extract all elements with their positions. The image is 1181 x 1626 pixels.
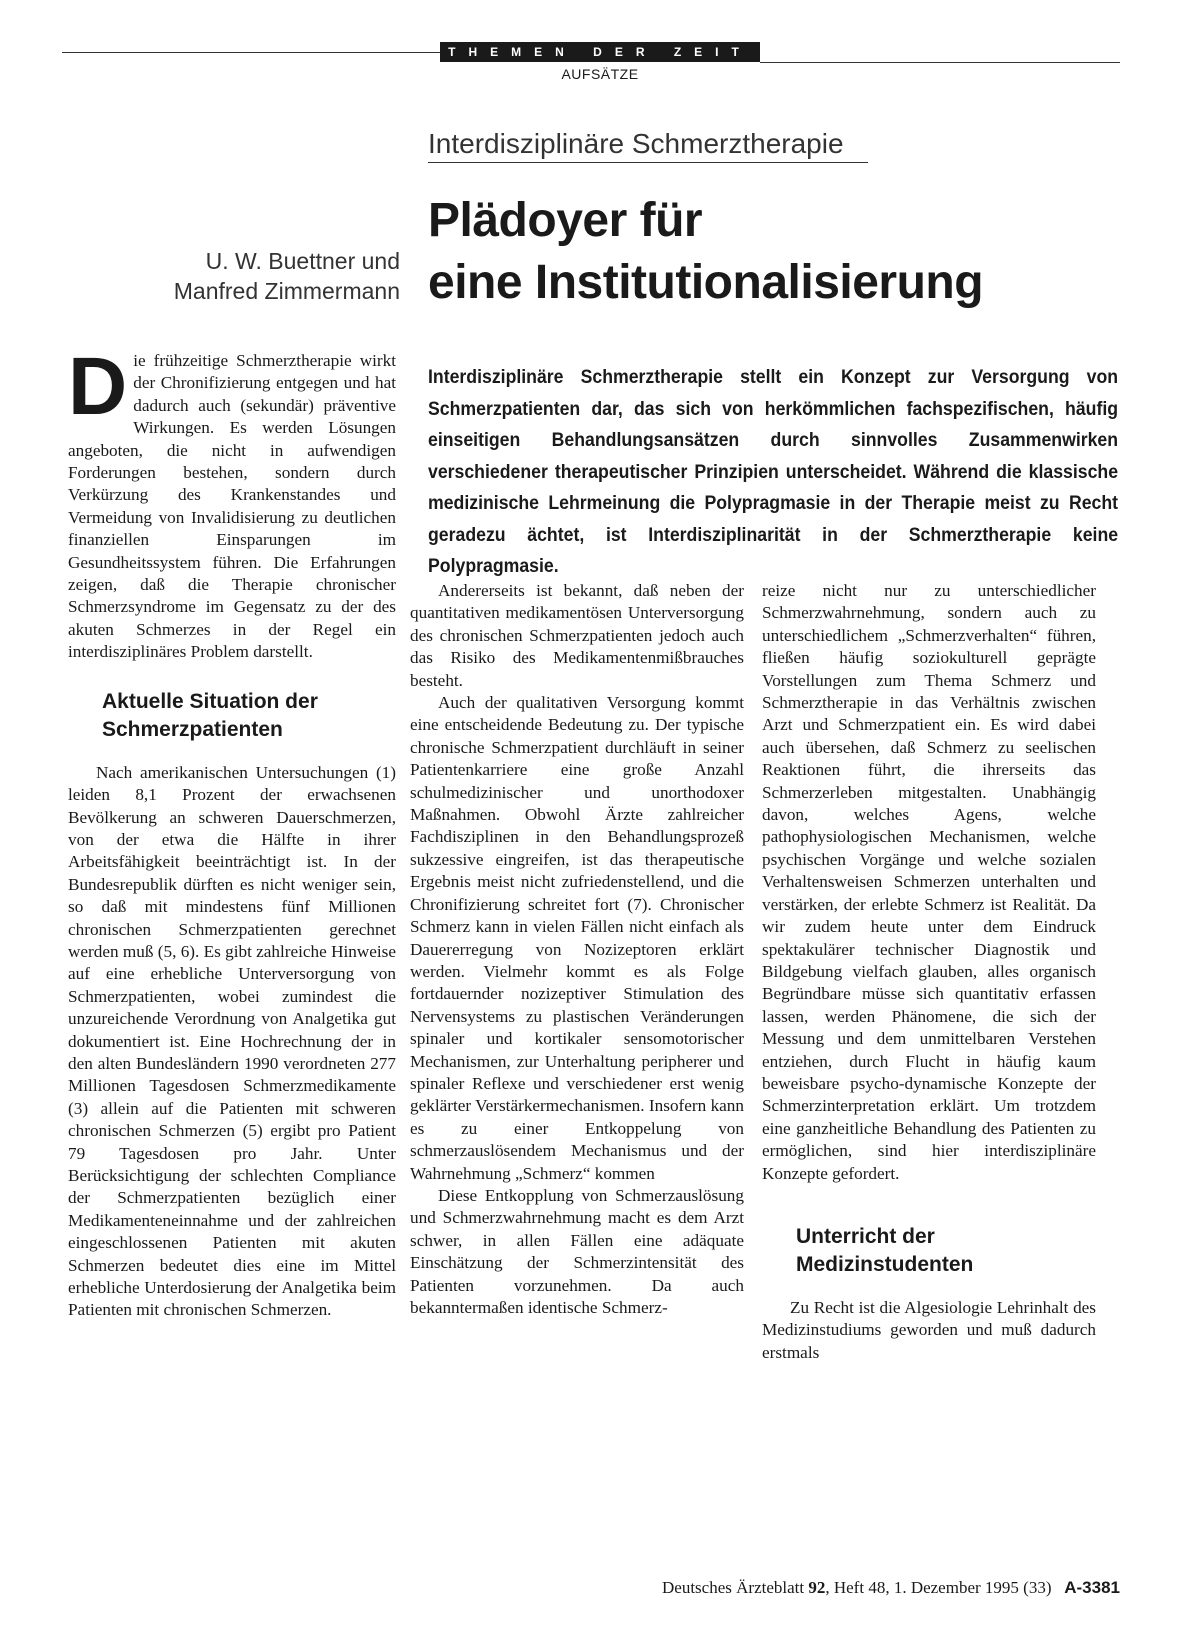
volume-number: 92 xyxy=(808,1578,826,1597)
page-footer xyxy=(540,1578,1120,1598)
article-lead: Interdisziplinäre Schmerztherapie stellt ein Konzept zur Versorgung von Schmerzpatienten dar, das sich von herkömmlichen fachspezifischen, häufig einseitigen Behandlungsansätzen durch sinnvolles Zusammenwirken verschiedener therapeutischer Prinzipien unterscheidet. Während die klassische medizinische Lehrmeinung die Polypragmasie in der Therapie meist zu Recht geradezu ächtet, ist Interdisziplinarität in der Schmerztherapie keine Polypragmasie. xyxy=(428,367,1119,577)
intro-paragraph xyxy=(68,341,396,664)
section-band: THEMEN DER ZEIT xyxy=(440,42,760,62)
subheading-medical-students: Unterricht der Medizinstudenten xyxy=(796,1224,974,1276)
dropcap: D xyxy=(68,341,128,432)
header-rule-right xyxy=(760,62,1120,63)
body-paragraph: Zu Recht ist die Algesiologie Lehrinhalt des Medizinstudiums geworden und muß dadurch erstmals xyxy=(762,1297,1096,1362)
header-rule-left xyxy=(62,52,442,53)
article-kicker: Interdisziplinäre Schmerztherapie xyxy=(428,128,868,163)
journal-name: Deutsches Ärzteblatt xyxy=(662,1578,805,1597)
body-paragraph: Nach amerikanischen Untersuchungen (1) leiden 8,1 Prozent der erwachsenen Bevölkerung an schweren Dauerschmerzen, von der etwa die Hälfte in ihrer Arbeitsfähigkeit beeinträchtigt ist. In der Bundesrepublik dürften es nicht weniger sein, so daß mit mindestens fünf Millionen chronischen Schmerzpatienten gerechnet werden muß (5, 6). Es gibt zahlreiche Hinweise auf eine erhebliche Unterversorgung von Schmerzpatienten, wobei zumindest die unzureichende Verordnung von Analgetika gut dokumentiert ist. Eine Hochrechnung der in den alten Bundesländern 1990 verordneten 277 Millionen Tagesdosen Schmerzmedikamente (3) allein auf die Patienten mit schweren chronischen Schmerzen (5) ergibt pro Patient 79 Tagesdosen pro Jahr. Unter Berücksichtigung der schlechten Compliance der Schmerzpatienten bezüglich einer Medikamenteneinnahme und der zahlreichen eingeschlossenen Patienten mit akuten Schmerzen bedeutet dies eine im Mittel erhebliche Unterdosierung der Analgetika beim Patienten mit chronischen Schmerzen. xyxy=(68,762,396,1320)
title-line-2: eine Institutionalisierung xyxy=(428,256,984,309)
issue-info: , Heft 48, 1. Dezember 1995 (33) xyxy=(825,1578,1052,1597)
body-paragraph: Andererseits ist bekannt, daß neben der quantitativen medikamentösen Unterversorgung des chronischen Schmerzpatienten jedoch auch das Risiko des Medikamentenmißbrauches besteht. xyxy=(410,581,744,690)
author-line-2: Manfred Zimmermann xyxy=(173,278,400,304)
title-line-1: Plädoyer für xyxy=(428,194,703,247)
column-2 xyxy=(410,580,744,1319)
article-title xyxy=(428,190,1088,314)
author-line-1: U. W. Buettner und xyxy=(205,248,400,274)
body-paragraph: Diese Entkopplung von Schmerzauslösung und Schmerzwahrnehmung macht es dem Arzt schwer, in allen Fällen eine adäquate Einschätzung der Schmerzintensität des Patienten vorzunehmen. Da auch bekanntermaßen identische Schmerz- xyxy=(410,1185,744,1317)
intro-text: ie frühzeitige Schmerztherapie wirkt der Chronifizierung entgegen und hat dadurch auch (sekundär) präventive Wirkungen. Es werden Lösungen angeboten, die nicht in aufwendigen Forderungen bestehen, sondern durch Verkürzung des Krankenstandes und Vermeidung von Invalidisierung zu deutlichen finanziellen Einsparungen im Gesundheitssystem führen. Die Erfahrungen zeigen, daß die Therapie chronischer Schmerzsyndrome im Gegensatz zu der des akuten Schmerzes in der Regel ein interdisziplinäres Problem darstellt. xyxy=(68,351,396,662)
section-label: AUFSÄTZE xyxy=(561,66,639,82)
page-number: A-3381 xyxy=(1064,1578,1120,1597)
column-1 xyxy=(68,341,396,1322)
column-3 xyxy=(762,580,1096,1364)
body-paragraph: Auch der qualitativen Versorgung kommt eine entscheidende Bedeutung zu. Der typische chronische Schmerzpatient durchläuft in seiner Patientenkarriere eine große Anzahl schulmedizinischer und unorthodoxer Maßnahmen. Obwohl Ärzte zahlreicher Fachdisziplinen in den Behandlungsprozeß sukzessive eingreifen, ist das therapeutische Ergebnis meist nicht zufriedenstellend, und die Chronifizierung schreitet fort (7). Chronischer Schmerz kann in vielen Fällen nicht einfach als Dauererregung von Nozizeptoren erklärt werden. Vielmehr kommt es als Folge fortdauernder nozizeptiver Stimulation des Nervensystems zu plastischen Veränderungen spinaler und kortikaler sensomotorischer Mechanismen, zur Unterhaltung peripherer und spinaler Reflexe und verschiedener erst wenig geklärter Verstärkermechanismen. Insofern kann es zu einer Entkoppelung von schmerzauslösendem Mechanismus und der Wahrnehmung „Schmerz“ kommen xyxy=(410,693,744,1183)
subheading-current-situation: Aktuelle Situation der Schmerzpatienten xyxy=(102,689,318,741)
article-authors xyxy=(110,246,400,306)
body-paragraph: reize nicht nur zu unterschiedlicher Schmerzwahrnehmung, sondern auch zu unterschiedlichem „Schmerzverhalten“ führen, fließen häufig soziokulturell geprägte Vorstellungen zum Thema Schmerz und Schmerztherapie in das Verhältnis zwischen Arzt und Schmerzpatient ein. Es wird dabei auch übersehen, daß Schmerz zu seelischen Reaktionen führt, die ihrerseits das Schmerzerleben mitgestalten. Unabhängig davon, welches Agens, welche pathophysiologischen Mechanismen, welche psychischen Vorgänge und welche sozialen Verhaltensweisen Schmerzen unterhalten und verstärken, der erlebte Schmerz ist Realität. Da wir zudem heute unter dem Eindruck spektakulärer technischer Diagnostik und Bildgebung vielfach glauben, alles organisch Begründbare müsse sich quantitativ erfassen lassen, werden Phänomene, die sich der Messung und dem unmittelbaren Verstehen entziehen, durch Flucht in häufig kaum beweisbare psycho-dynamische Konzepte der Schmerzinterpretation erklärt. Um trotzdem eine ganzheitliche Behandlung des Patienten zu ermöglichen, sind hier interdisziplinäre Konzepte gefordert. xyxy=(762,581,1096,1183)
